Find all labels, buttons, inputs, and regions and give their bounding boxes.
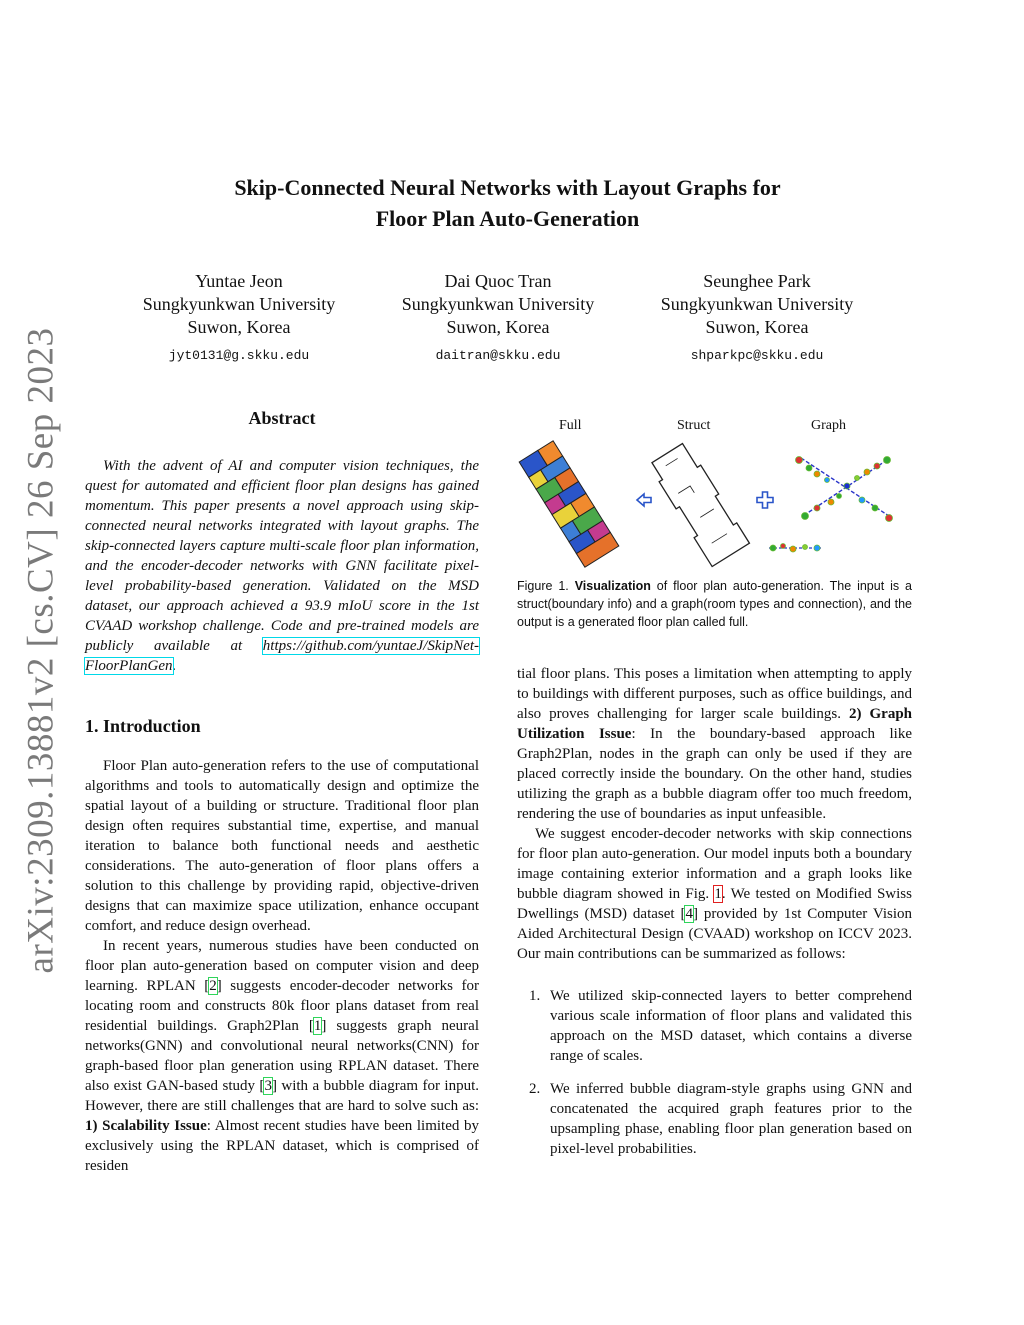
author-name: Seunghee Park — [703, 271, 811, 291]
citation-link[interactable]: 1 — [313, 1018, 322, 1034]
text-run: tial floor plans. This poses a limitation when attempting to apply to buildings with different purposes, such as office buildings, and also proves challenging for larger scale buildings. — [517, 666, 912, 722]
author-name: Dai Quoc Tran — [444, 271, 552, 291]
intro-left-text — [85, 756, 479, 1176]
author-location: Suwon, Korea — [446, 317, 550, 337]
arxiv-sidebar-stamp — [6, 327, 76, 973]
text-run: : Almost recent studies have been limited by exclusively using the RPLAN dataset, which is comprised of residen — [85, 1118, 479, 1174]
author-affiliation: Sungkyunkwan University — [142, 294, 336, 314]
list-number: 1. — [529, 988, 541, 1004]
author-email[interactable]: jyt0131@g.skku.edu — [168, 348, 310, 363]
intro-paragraph-3 — [517, 664, 912, 824]
code-link[interactable]: https://github.com/yuntaeJ/SkipNet-FloorPlanGen — [85, 638, 479, 674]
list-text: We inferred bubble diagram-style graphs using GNN and concatenated the acquired graph features prior to the upsampling phase, enabling floor plan generation based on pixel-level probabilities. — [550, 1081, 912, 1157]
caption-prefix: Figure 1. — [517, 579, 575, 593]
author-affiliation: Sungkyunkwan University — [660, 294, 854, 314]
intro-paragraph-4 — [517, 824, 912, 964]
list-item — [517, 1079, 912, 1159]
abstract-body: With the advent of AI and computer vision techniques, the quest for automated and efficient floor plan designs has gained momentum. This paper presents a novel approach using skip-connected neural networks integrated with layout graphs. The skip-connected layers capture multi-scale floor plan information, and the encoder-decoder networks with GNN facilitate pixel-level probability-based generation. Validated on the MSD dataset, our approach achieved a 93.9 mIoU score in the 1st CVAAD workshop challenge. Code and pre-trained models are publicly available at — [85, 458, 479, 654]
text-run: We suggest encoder-decoder networks with skip connections for floor plan auto-generation. Our model inputs both a boundary image containing exterior information and a graph looks like bubble diagram showed in Fig. — [517, 826, 912, 902]
text-run: ] suggests encoder-decoder networks for locating room and constructs 80k floor plans dataset from real residential buildings. Graph2Plan [ — [85, 978, 479, 1034]
author-block-1 — [109, 270, 369, 367]
figure-label-struct: Struct — [677, 418, 711, 433]
intro-paragraph-1: Floor Plan auto-generation refers to the use of computational algorithms and tools to automatically design and optimize the spatial layout of a building or structure. Traditional floor plan design often requires substantial time, expertise, and manual iteration to balance both functional needs and aesthetic considerations. The auto-generation of floor plans offers a solution to this challenge by providing rapid, objective-driven designs that can maximize space utilization, enhance occupant comfort, and reduce design overhead. — [85, 758, 479, 934]
caption-rest: of floor plan auto-generation. The input is a struct(boundary info) and a graph(room types and connection), and the output is a generated floor plan called full. — [517, 579, 912, 629]
arxiv-id: arXiv:2309.13881v2 [cs.CV] 26 Sep 2023 — [20, 327, 62, 973]
text-run: . We tested on Modified Swiss Dwellings (MSD) dataset [ — [517, 886, 912, 922]
full-floor-plan — [519, 441, 619, 567]
issue-2-label: 2) Graph Utilization Issue — [517, 706, 913, 742]
plus-icon — [757, 492, 773, 508]
text-run: : In the boundary-based approach like Graph2Plan, nodes in the graph can only be used if they are placed correctly inside the boundary. On the other hand, studies utilizing the graph as a bubble diagram offer too much freedom, rendering the use of boundaries as input unfeasible. — [517, 726, 912, 822]
figure-label-full: Full — [559, 418, 582, 433]
list-item — [517, 986, 912, 1066]
citation-link[interactable]: 3 — [264, 1078, 272, 1094]
section-heading-introduction: 1. Introduction — [85, 716, 201, 736]
author-name: Yuntae Jeon — [195, 271, 283, 291]
issue-1-label: 1) Scalability Issue — [85, 1118, 207, 1134]
author-location: Suwon, Korea — [705, 317, 809, 337]
author-block-2 — [368, 270, 628, 367]
abstract-end: . — [172, 658, 177, 674]
author-email[interactable]: daitran@skku.edu — [435, 348, 561, 363]
citation-link[interactable]: 4 — [685, 906, 693, 922]
list-number: 2. — [529, 1081, 541, 1097]
arrow-left-icon — [637, 494, 651, 506]
author-location: Suwon, Korea — [187, 317, 291, 337]
figure-1-image — [517, 436, 912, 570]
title-line-2: Floor Plan Auto-Generation — [375, 206, 640, 231]
contributions-list — [517, 986, 912, 1159]
struct-boundary — [649, 441, 750, 566]
paper-title — [100, 172, 915, 234]
text-run: ] provided by 1st Computer Vision Aided Architectural Design (CVAAD) workshop on ICCV 2023. Our main contributions can be summarized as follows: — [517, 906, 912, 962]
text-run: ] with a bubble diagram for input. However, there are still challenges that are hard to solve such as: — [85, 1078, 479, 1114]
intro-paragraph-2 — [85, 936, 479, 1176]
abstract-text — [85, 456, 479, 676]
author-affiliation: Sungkyunkwan University — [401, 294, 595, 314]
abstract-heading: Abstract — [248, 408, 316, 428]
author-email[interactable]: shparkpc@skku.edu — [690, 348, 824, 363]
graph-bubble-diagram — [769, 457, 893, 553]
list-text: We utilized skip-connected layers to better comprehend various scale information of floor plans and validated this approach on the MSD dataset, which contains a diverse range of scales. — [550, 988, 912, 1064]
intro-right-text — [517, 664, 912, 1172]
figure-reference-link[interactable]: 1 — [714, 886, 722, 902]
caption-bold: Visualization — [574, 579, 651, 593]
figure-1-caption — [517, 577, 912, 631]
text-run: ] suggests graph neural networks(GNN) and convolutional neural networks(CNN) for graph-based floor plan generation using RPLAN dataset. There also exist GAN-based study [ — [85, 1018, 479, 1094]
text-run: In recent years, numerous studies have been conducted on floor plan auto-generation based on computer vision and deep learning. RPLAN [ — [85, 938, 479, 994]
figure-label-graph: Graph — [811, 418, 846, 433]
title-line-1: Skip-Connected Neural Networks with Layout Graphs for — [234, 175, 781, 200]
author-block-3 — [627, 270, 887, 367]
citation-link[interactable]: 2 — [209, 978, 217, 994]
